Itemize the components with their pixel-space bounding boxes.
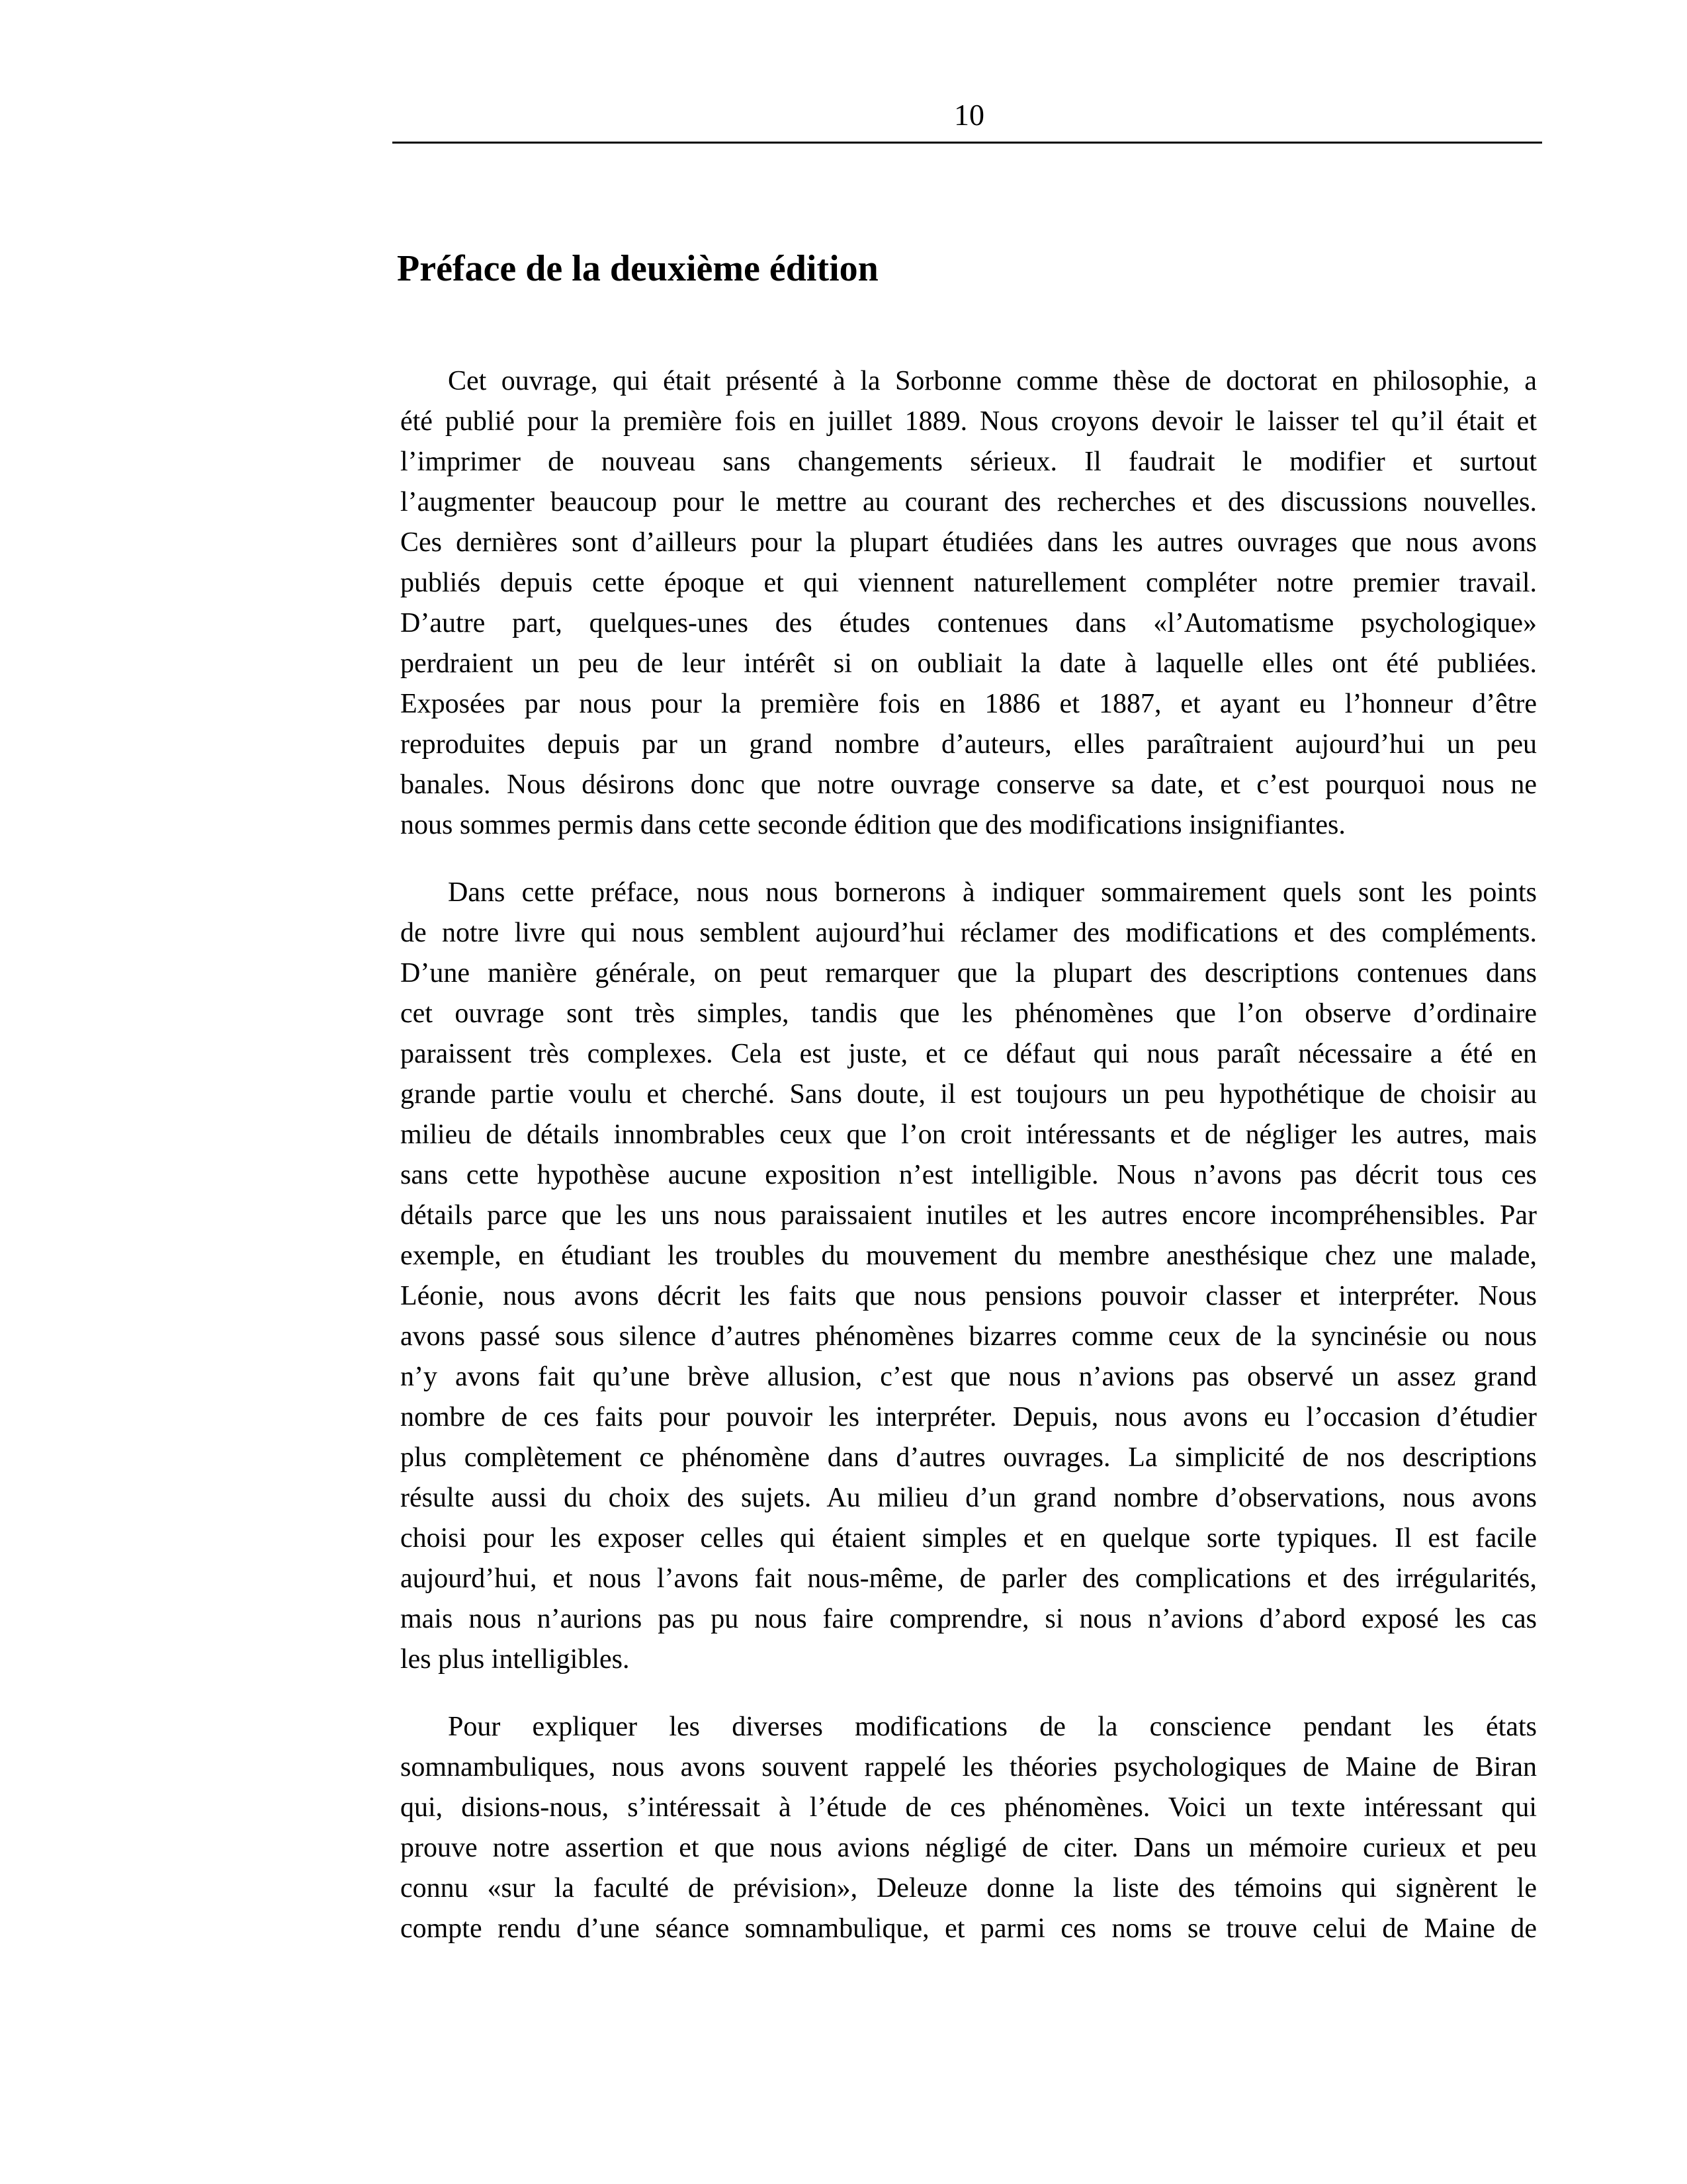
text-line: aujourd’hui, et nous l’avons fait nous-même, de parler des complications et des irrégularités, <box>400 1563 1537 1594</box>
text-line: Ces dernières sont d’ailleurs pour la plupart étudiées dans les autres ouvrages que nous avons <box>400 527 1537 558</box>
paragraph-1 <box>400 361 1537 846</box>
text-line: sans cette hypothèse aucune exposition n’est intelligible. Nous n’avons pas décrit tous ces <box>400 1160 1537 1190</box>
text-line: mais nous n’aurions pas pu nous faire comprendre, si nous n’avions d’abord exposé les cas <box>400 1604 1537 1634</box>
text-line: les plus intelligibles. <box>400 1644 630 1675</box>
text-line: Pour expliquer les diverses modifications de la conscience pendant les états <box>448 1712 1537 1742</box>
text-line: l’augmenter beaucoup pour le mettre au courant des recherches et des discussions nouvelles. <box>400 487 1537 517</box>
text-line: grande partie voulu et cherché. Sans doute, il est toujours un peu hypothétique de choisir au <box>400 1079 1537 1110</box>
text-line: somnambuliques, nous avons souvent rappelé les théories psychologiques de Maine de Biran <box>400 1752 1537 1782</box>
text-line: Dans cette préface, nous nous bornerons à indiquer sommairement quels sont les points <box>448 877 1537 908</box>
text-line: reproduites depuis par un grand nombre d’auteurs, elles paraîtraient aujourd’hui un peu <box>400 729 1537 760</box>
text-line: détails parce que les uns nous paraissaient inutiles et les autres encore incompréhensibles. Par <box>400 1200 1537 1231</box>
text-line: choisi pour les exposer celles qui étaient simples et en quelque sorte typiques. Il est facile <box>400 1523 1537 1553</box>
text-line: avons passé sous silence d’autres phénomènes bizarres comme ceux de la syncinésie ou nous <box>400 1321 1537 1352</box>
page-number: 10 <box>954 98 984 132</box>
text-line: D’une manière générale, on peut remarquer que la plupart des descriptions contenues dans <box>400 958 1537 988</box>
text-line: l’imprimer de nouveau sans changements sérieux. Il faudrait le modifier et surtout <box>400 447 1537 477</box>
text-line: qui, disions-nous, s’intéressait à l’étude de ces phénomènes. Voici un texte intéressant qui <box>400 1792 1537 1823</box>
text-line: nombre de ces faits pour pouvoir les interpréter. Depuis, nous avons eu l’occasion d’étudier <box>400 1402 1537 1432</box>
text-line: perdraient un peu de leur intérêt si on oubliait la date à laquelle elles ont été publiées. <box>400 648 1537 679</box>
text-line: publiés depuis cette époque et qui viennent naturellement compléter notre premier travail. <box>400 568 1537 598</box>
body-text <box>400 361 1537 1976</box>
paragraph-2 <box>400 873 1537 1680</box>
text-line: plus complètement ce phénomène dans d’autres ouvrages. La simplicité de nos descriptions <box>400 1442 1537 1473</box>
text-line: exemple, en étudiant les troubles du mouvement du membre anesthésique chez une malade, <box>400 1241 1537 1271</box>
text-line: paraissent très complexes. Cela est juste, et ce défaut qui nous paraît nécessaire a été en <box>400 1039 1537 1069</box>
text-line: Léonie, nous avons décrit les faits que nous pensions pouvoir classer et interpréter. Nous <box>400 1281 1537 1311</box>
paragraph-3 <box>400 1707 1537 1949</box>
text-line: été publié pour la première fois en juillet 1889. Nous croyons devoir le laisser tel qu’il était et <box>400 406 1537 437</box>
header-rule <box>392 142 1542 144</box>
text-line: cet ouvrage sont très simples, tandis que les phénomènes que l’on observe d’ordinaire <box>400 998 1537 1029</box>
text-line: prouve notre assertion et que nous avions négligé de citer. Dans un mémoire curieux et peu <box>400 1833 1537 1863</box>
text-line: D’autre part, quelques-unes des études contenues dans «l’Automatisme psychologique» <box>400 608 1537 638</box>
text-line: connu «sur la faculté de prévision», Deleuze donne la liste des témoins qui signèrent le <box>400 1873 1537 1903</box>
text-line: banales. Nous désirons donc que notre ouvrage conserve sa date, et c’est pourquoi nous ne <box>400 769 1537 800</box>
text-line: milieu de détails innombrables ceux que l’on croit intéressants et de négliger les autres, mais <box>400 1119 1537 1150</box>
chapter-title: Préface de la deuxième édition <box>397 248 879 289</box>
text-line: Cet ouvrage, qui était présenté à la Sorbonne comme thèse de doctorat en philosophie, a <box>448 366 1537 396</box>
text-line: de notre livre qui nous semblent aujourd’hui réclamer des modifications et des compléments. <box>400 918 1537 948</box>
text-line: n’y avons fait qu’une brève allusion, c’est que nous n’avions pas observé un assez grand <box>400 1362 1537 1392</box>
text-line: compte rendu d’une séance somnambulique, et parmi ces noms se trouve celui de Maine de <box>400 1913 1537 1944</box>
text-line: Exposées par nous pour la première fois en 1886 et 1887, et ayant eu l’honneur d’être <box>400 689 1537 719</box>
text-line: nous sommes permis dans cette seconde édition que des modifications insignifiantes. <box>400 810 1346 840</box>
text-line: résulte aussi du choix des sujets. Au milieu d’un grand nombre d’observations, nous avons <box>400 1483 1537 1513</box>
